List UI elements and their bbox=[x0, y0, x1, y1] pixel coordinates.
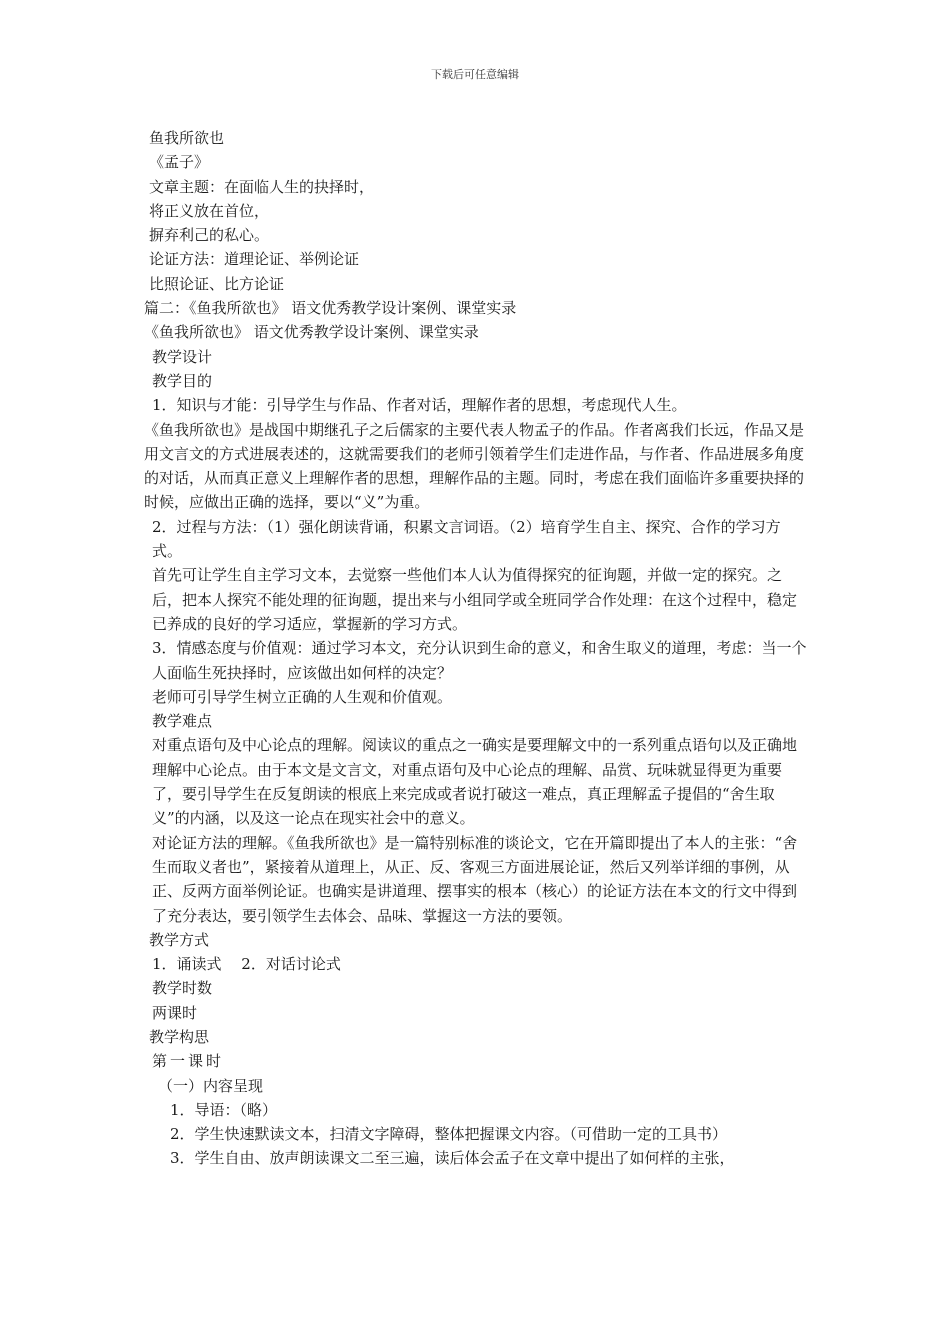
text-line: 《孟子》 bbox=[149, 153, 210, 172]
text-line: 论证方法：道理论证、举例论证 bbox=[149, 250, 360, 269]
text-line: 教学设计 bbox=[152, 347, 213, 366]
text-line: 3．学生自由、放声朗读课文二至三遍，读后体会孟子在文章中提出了如何样的主张， bbox=[170, 1149, 735, 1168]
text-line: 对重点语句及中心论点的理解。阅读议的重点之一确实是要理解文中的一系列重点语句以及正确地理解中心论点。由于本文是文言文，对重点语句及中心论点的理解、品赏、玩味就显得更为重要了，要引导学生在反复朗读的根底上来完成或者说打破这一难点，真正理解孟子提倡的“舍生取义”的内涵，以及这一论点在现实社会中的意义。 bbox=[152, 736, 798, 828]
text-line: 3．情感态度与价值观：通过学习本文，充分认识到生命的意义，和舍生取义的道理，考虑：当一个人面临生死抉择时，应该做出如何样的决定？ bbox=[152, 639, 807, 682]
text-line: 比照论证、比方论证 bbox=[149, 274, 285, 293]
text-line: 对论证方法的理解。《鱼我所欲也》是一篇特别标准的谈论文，它在开篇即提出了本人的主张：“舍生而取义者也”，紧接着从道理上，从正、反、客观三方面进展论证，然后又列举详细的事例，从正、反两方面举例论证。也确实是讲道理、摆事实的根本（核心）的论证方法在本文的行文中得到了充分表达，要引领学生去体会、品味、掌握这一方法的要领。 bbox=[152, 833, 798, 925]
text-line: 教学时数 bbox=[152, 979, 213, 998]
text-line: 《鱼我所欲也》是战国中期继孔子之后儒家的主要代表人物孟子的作品。作者离我们长远，作品又是用文言文的方式进展表述的，这就需要我们的老师引领着学生们走进作品，与作者、作品进展多角度的对话，从而真正意义上理解作者的思想，理解作品的主题。同时，考虑在我们面临许多重要抉择的时候，应做出正确的选择，要以“义”为重。 bbox=[144, 420, 805, 512]
text-line: 1．诵读式 2．对话讨论式 bbox=[152, 955, 341, 974]
text-line: 第一课时 bbox=[152, 1052, 225, 1071]
text-line: 2．学生快速默读文本，扫清文字障碍，整体把握课文内容。（可借助一定的工具书） bbox=[170, 1125, 728, 1144]
text-line: 教学构思 bbox=[149, 1027, 210, 1046]
text-line: 篇二：《鱼我所欲也》 语文优秀教学设计案例、课堂实录 bbox=[144, 299, 517, 318]
text-line: 鱼我所欲也 bbox=[149, 129, 225, 147]
text-line: 1．知识与才能：引导学生与作品、作者对话，理解作者的思想，考虑现代人生。 bbox=[152, 396, 687, 415]
text-line: 将正义放在首位， bbox=[149, 201, 270, 220]
text-line: 两课时 bbox=[152, 1003, 198, 1022]
text-line: 文章主题：在面临人生的抉择时， bbox=[149, 177, 375, 196]
text-line: 首先可让学生自主学习文本，去觉察一些他们本人认为值得探究的征询题，并做一定的探究。之后，把本人探究不能处理的征询题，提出来与小组同学或全班同学合作处理：在这个过程中，稳定已养成的良好的学习适应，掌握新的学习方式。 bbox=[152, 566, 798, 633]
text-line: 老师可引导学生树立正确的人生观和价值观。 bbox=[152, 687, 453, 706]
page-header: 下载后可任意编辑 bbox=[431, 68, 519, 81]
text-line: 教学难点 bbox=[152, 712, 213, 731]
text-line: 《鱼我所欲也》 语文优秀教学设计案例、课堂实录 bbox=[144, 323, 479, 342]
document-body bbox=[144, 126, 810, 1171]
text-line: 摒弃利己的私心。 bbox=[149, 226, 270, 245]
text-line: 教学目的 bbox=[152, 371, 213, 390]
text-line: 1．导语：（略） bbox=[170, 1100, 278, 1119]
text-line: 2．过程与方法：（1）强化朗读背诵，积累文言词语。（2）培育学生自主、探究、合作的学习方式。 bbox=[152, 517, 781, 561]
text-line: 教学方式 bbox=[149, 930, 210, 949]
text-line: （一）内容呈现 bbox=[158, 1076, 264, 1095]
